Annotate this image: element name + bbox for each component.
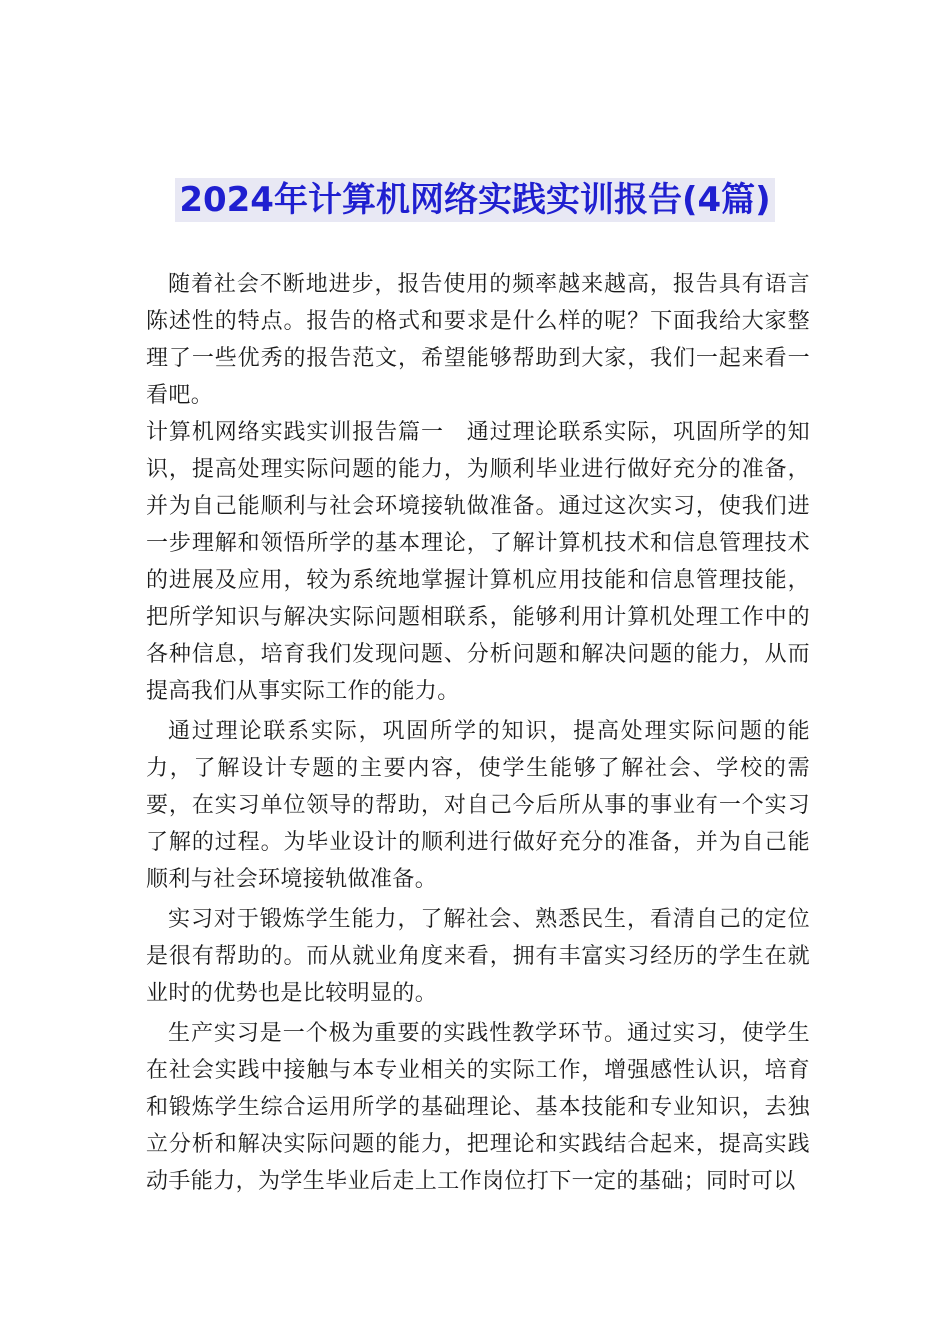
title-area <box>0 178 950 222</box>
document-body <box>146 266 810 1200</box>
body-paragraph: 生产实习是一个极为重要的实践性教学环节。通过实习，使学生在社会实践中接触与本专业相关的实际工作，增强感性认识，培育和锻炼学生综合运用所学的基础理论、基本技能和专业知识，去独立分析和解决实际问题的能力，把理论和实践结合起来，提高实践动手能力，为学生毕业后走上工作岗位打下一定的基础；同时可以 <box>146 1021 810 1194</box>
body-paragraph: 实习对于锻炼学生能力，了解社会、熟悉民生，看清自己的定位是很有帮助的。而从就业角度来看，拥有丰富实习经历的学生在就业时的优势也是比较明显的。 <box>146 907 810 1006</box>
intro-paragraph: 随着社会不断地进步，报告使用的频率越来越高，报告具有语言陈述性的特点。报告的格式和要求是什么样的呢？下面我给大家整理了一些优秀的报告范文，希望能够帮助到大家，我们一起来看一看吧。 <box>146 272 810 408</box>
section-one-paragraph: 计算机网络实践实训报告篇一 通过理论联系实际，巩固所学的知识，提高处理实际问题的能力，为顺利毕业进行做好充分的准备，并为自己能顺利与社会环境接轨做准备。通过这次实习，使我们进一步理解和领悟所学的基本理论，了解计算机技术和信息管理技术的进展及应用，较为系统地掌握计算机应用技能和信息管理技能，把所学知识与解决实际问题相联系，能够利用计算机处理工作中的各种信息，培育我们发现问题、分析问题和解决问题的能力，从而提高我们从事实际工作的能力。 <box>146 420 810 704</box>
document-title: 2024年计算机网络实践实训报告(4篇) <box>175 178 774 222</box>
body-paragraph: 通过理论联系实际，巩固所学的知识，提高处理实际问题的能力，了解设计专题的主要内容，使学生能够了解社会、学校的需要，在实习单位领导的帮助，对自己今后所从事的事业有一个实习了解的过程。为毕业设计的顺利进行做好充分的准备，并为自己能顺利与社会环境接轨做准备。 <box>146 719 810 892</box>
